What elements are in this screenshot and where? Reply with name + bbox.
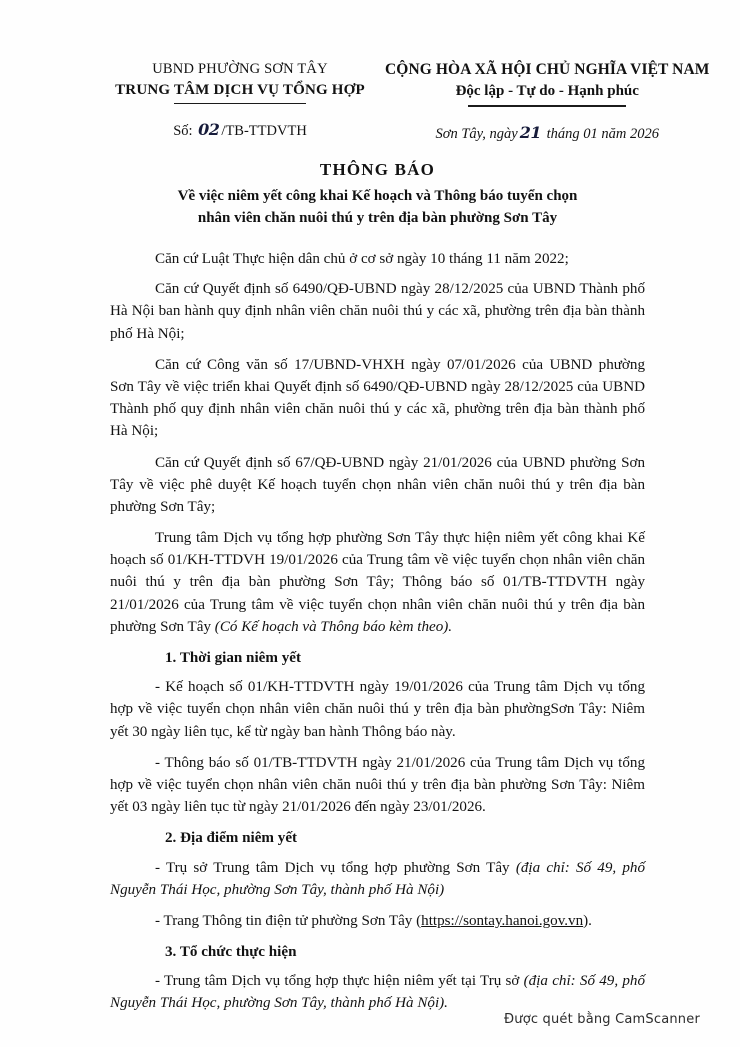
document-number-suffix: /TB-TTDVTH bbox=[221, 123, 307, 140]
main-statement-text: Trung tâm Dịch vụ tổng hợp phường Sơn Tây thực hiện niêm yết công khai Kế hoạch số 01/KH-TTDVH 19/01/2026 của Trung tâm về việc tuyển chọn nhân viên chăn nuôi thú y trên địa bàn phường Sơn Tây; Thông báo số 01/TB-TTDVTH ngày 21/01/2026 của Trung tâm về việc tuyển chọn nhân viên chăn nuôi thú y trên địa bàn phường Sơn Tây bbox=[110, 530, 645, 635]
date-year-value: 2026 bbox=[630, 125, 660, 142]
national-title: CỘNG HÒA XÃ HỘI CHỦ NGHĨA VIỆT NAM bbox=[385, 61, 710, 78]
section-3-item-1 bbox=[110, 970, 645, 1014]
section-1-item-1: - Kế hoạch số 01/KH-TTDVTH ngày 19/01/2026 của Trung tâm Dịch vụ tổng hợp về việc tuyển chọn nhân viên chăn nuôi thú y trên địa bàn phườngSơn Tây: Niêm yết 30 ngày liên tục, kể từ ngày ban hành Thông báo này. bbox=[110, 679, 645, 740]
document-subject-line-2: nhân viên chăn nuôi thú y trên địa bàn phường Sơn Tây bbox=[197, 209, 558, 226]
section-2-item-2-text: - Trang Thông tin điện tử phường Sơn Tây ( bbox=[155, 912, 422, 929]
header-national-heading bbox=[385, 60, 710, 143]
document-body bbox=[110, 248, 645, 1024]
date-month-value: 01 bbox=[583, 125, 598, 142]
main-statement-paragraph bbox=[110, 527, 645, 638]
section-2-item-2-text-after: ). bbox=[583, 912, 592, 929]
section-2-item-1 bbox=[110, 857, 645, 901]
organization-name: TRUNG TÂM DỊCH VỤ TỔNG HỢP bbox=[115, 81, 365, 98]
document-number-line bbox=[95, 120, 385, 140]
date-place-label: Sơn Tây, ngày bbox=[435, 125, 518, 142]
date-year-label: năm bbox=[601, 125, 627, 142]
section-2-heading: 2. Địa điểm niêm yết bbox=[165, 830, 298, 847]
document-header bbox=[95, 60, 710, 143]
legal-basis-paragraph-2: Căn cứ Quyết định số 6490/QĐ-UBND ngày 28/12/2025 của UBND Thành phố Hà Nội ban hành quy định nhân viên chăn nuôi thú y các xã, phường trên địa bàn thành phố Hà Nội; bbox=[110, 281, 645, 342]
section-2-item-2 bbox=[110, 910, 645, 932]
header-issuing-organization bbox=[95, 60, 385, 140]
document-title-block bbox=[110, 160, 645, 230]
document-number-label: Số: bbox=[173, 123, 193, 140]
national-motto: Độc lập - Tự do - Hạnh phúc bbox=[455, 82, 639, 99]
date-month-label: tháng bbox=[546, 125, 580, 142]
section-3-heading: 3. Tổ chức thực hiện bbox=[165, 944, 297, 961]
section-1-heading: 1. Thời gian niêm yết bbox=[165, 650, 301, 666]
date-day-handwritten: 21 bbox=[519, 122, 541, 142]
document-number-handwritten: 02 bbox=[198, 120, 220, 140]
section-2-item-1-address: (địa chỉ: Số 49, phố Nguyễn Thái Học, phường Sơn Tây, thành phố Hà Nội) bbox=[110, 859, 645, 898]
legal-basis-paragraph-1: Căn cứ Luật Thực hiện dân chủ ở cơ sở ngày 10 tháng 11 năm 2022; bbox=[155, 251, 569, 267]
section-1-item-2: - Thông báo số 01/TB-TTDVTH ngày 21/01/2026 của Trung tâm Dịch vụ tổng hợp về việc tuyển chọn nhân viên chăn nuôi thú y trên địa bàn phường Sơn Tây: Niêm yết 03 ngày liên tục từ ngày 21/01/2026 đến ngày 23/01/2026. bbox=[110, 754, 645, 816]
document-type-title: THÔNG BÁO bbox=[319, 160, 436, 179]
organization-parent-name: UBND PHƯỜNG SƠN TÂY bbox=[152, 61, 328, 77]
camscanner-watermark: Được quét bằng CamScanner bbox=[503, 1012, 700, 1027]
legal-basis-paragraph-4: Căn cứ Quyết định số 67/QĐ-UBND ngày 21/01/2026 của UBND phường Sơn Tây về việc phê duyệt Kế hoạch tuyển chọn nhân viên chăn nuôi thú y trên địa bàn phường Sơn Tây; bbox=[110, 454, 645, 515]
document-subject-line-1: Về việc niêm yết công khai Kế hoạch và Thông báo tuyển chọn bbox=[177, 188, 578, 204]
section-3-item-1-text: - Trung tâm Dịch vụ tổng hợp thực hiện niêm yết tại Trụ sở bbox=[155, 973, 524, 990]
portal-website-link[interactable]: https://sontay.hanoi.gov.vn bbox=[421, 912, 584, 929]
header-right-divider bbox=[468, 105, 626, 107]
document-subject bbox=[110, 186, 645, 230]
section-3-item-1-address: (địa chỉ: Số 49, phố Nguyễn Thái Học, phường Sơn Tây, thành phố Hà Nội). bbox=[110, 973, 645, 1012]
main-statement-attachment-note: (Có Kế hoạch và Thông báo kèm theo). bbox=[214, 618, 453, 635]
section-2-item-1-text: - Trụ sở Trung tâm Dịch vụ tổng hợp phường Sơn Tây bbox=[155, 859, 516, 876]
header-left-divider bbox=[174, 103, 306, 105]
legal-basis-paragraph-3: Căn cứ Công văn số 17/UBND-VHXH ngày 07/01/2026 của UBND phường Sơn Tây về việc triển khai Quyết định số 6490/QĐ-UBND ngày 28/12/2025 của UBND Thành phố quy định nhân viên chăn nuôi thú y các xã, phường trên địa bàn thành phố Hà Nội; bbox=[110, 356, 645, 440]
document-date-line bbox=[385, 123, 710, 143]
